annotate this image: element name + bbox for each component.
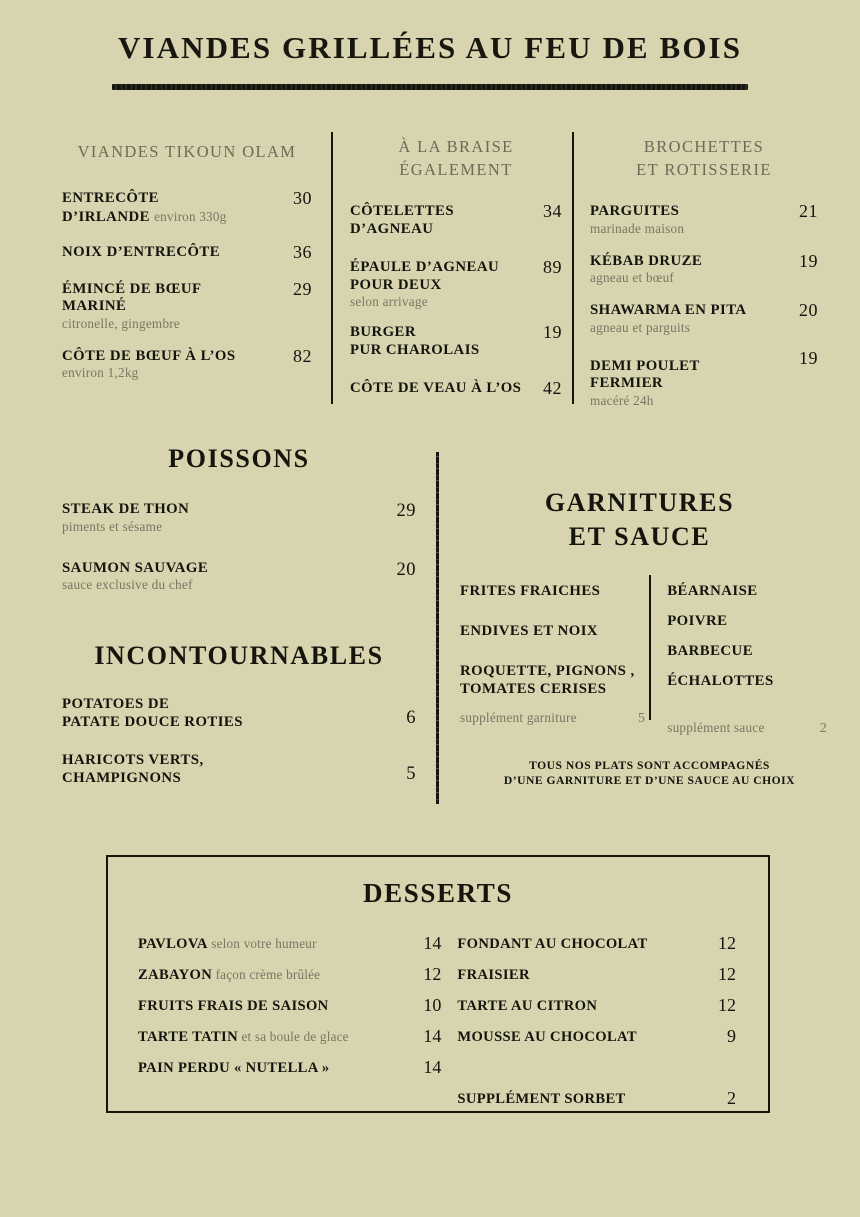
item-name: STEAK DE THON: [62, 501, 190, 517]
section-heading: [350, 135, 562, 181]
dessert-row: [138, 1028, 441, 1049]
item-name-line2: POUR DEUX: [350, 276, 442, 293]
section-brochettes-et-rotisserie: [590, 135, 818, 422]
menu-item: [62, 501, 416, 535]
dessert-price: 14: [423, 1057, 442, 1077]
item-price: 30: [293, 188, 312, 208]
item-name: CÔTELETTES D’AGNEAU: [350, 203, 455, 237]
garniture-item-line2: TOMATES CERISES: [460, 681, 607, 697]
dessert-supplement-name: SUPPLÉMENT SORBET: [457, 1091, 626, 1107]
dessert-name: TARTE TATIN: [138, 1029, 238, 1045]
desserts-columns: [108, 935, 768, 1121]
section-incontournables: [62, 640, 416, 808]
section-heading: [590, 135, 818, 181]
sauce-list: [645, 582, 827, 736]
section-title-line1: GARNITURES: [544, 488, 735, 517]
item-price: 29: [293, 278, 312, 299]
supplement-garniture-row: [460, 710, 645, 726]
dessert-price: 12: [718, 964, 736, 984]
menu-item: [350, 259, 562, 310]
menu-item: [62, 752, 416, 787]
item-inline-description: environ 330g: [154, 208, 227, 224]
dessert-row: [138, 1059, 441, 1080]
garniture-item-line1: FRITES FRAICHES: [460, 583, 601, 599]
column-divider-1: [331, 132, 333, 404]
spacer: [457, 1059, 740, 1090]
accompaniment-note-line1: TOUS NOS PLATS SONT ACCOMPAGNÉS: [529, 759, 770, 772]
dessert-name: FONDANT AU CHOCOLAT: [457, 936, 648, 952]
item-price: 89: [543, 257, 562, 277]
menu-item: [62, 560, 416, 594]
item-name: [62, 190, 312, 226]
menu-item: [590, 203, 818, 237]
garniture-sauce-divider: [649, 575, 651, 720]
menu-item: [590, 250, 818, 287]
dessert-description: façon crème brûlée: [212, 967, 321, 982]
item-description: selon arrivage: [350, 294, 428, 309]
section-heading-line: À LA BRAISE: [398, 137, 514, 156]
central-divider-rule: [436, 452, 439, 804]
dessert-row: [138, 935, 441, 956]
item-name: CÔTE DE BŒUF À L’OS: [62, 347, 236, 364]
item-price: 19: [799, 250, 818, 271]
garniture-item: [460, 622, 645, 640]
dessert-name: MOUSSE AU CHOCOLAT: [457, 1029, 637, 1045]
menu-item: [62, 244, 312, 262]
accompaniment-note: [452, 758, 827, 788]
item-description: citronelle, gingembre: [62, 315, 181, 331]
item-price: 82: [293, 345, 312, 366]
item-price: 29: [396, 501, 416, 521]
item-description: marinade maison: [590, 220, 685, 236]
garnitures-columns: [452, 582, 827, 736]
item-name-line2: D’IRLANDE: [62, 208, 150, 225]
dessert-row: [457, 997, 740, 1018]
item-description: agneau et bœuf: [590, 270, 675, 285]
item-name: PARGUITES: [590, 203, 680, 219]
section-garnitures-et-sauce: [452, 486, 827, 788]
menu-item: [62, 190, 312, 226]
item-name: ÉMINCÉ DE BŒUF MARINÉ: [62, 280, 201, 314]
garniture-item-line1: ENDIVES ET NOIX: [460, 623, 599, 639]
supplement-sauce-label: supplément sauce: [667, 720, 765, 735]
item-name: NOIX D’ENTRECÔTE: [62, 244, 221, 260]
item-name: [62, 752, 416, 787]
page-title: VIANDES GRILLÉES AU FEU DE BOIS: [117, 30, 743, 65]
menu-item: [590, 347, 818, 409]
item-name-line1: ÉPAULE D’AGNEAU: [350, 259, 500, 275]
dessert-row: [138, 966, 441, 987]
sauce-item: POIVRE: [667, 613, 728, 629]
menu-item: [350, 203, 562, 238]
garniture-item: [460, 662, 645, 698]
dessert-name: FRUITS FRAIS DE SAISON: [138, 998, 329, 1014]
section-a-la-braise: [350, 135, 562, 411]
dessert-name: PAVLOVA: [138, 936, 208, 952]
item-price: 42: [543, 378, 562, 398]
dessert-price: 14: [423, 933, 442, 953]
item-description: agneau et parguits: [590, 319, 691, 335]
supplement-sauce-price: 2: [819, 720, 827, 735]
dessert-price: 10: [423, 995, 442, 1015]
menu-item: [62, 278, 312, 332]
dessert-price: 12: [423, 964, 442, 984]
section-heading-line: VIANDES TIKOUN OLAM: [77, 142, 297, 161]
sauce-item: ÉCHALOTTES: [667, 673, 774, 689]
menu-item: [62, 696, 416, 731]
item-name: SAUMON SAUVAGE: [62, 559, 209, 576]
dessert-description: selon votre humeur: [207, 936, 317, 951]
item-price: 36: [293, 242, 312, 262]
item-price: 6: [406, 708, 416, 728]
item-price: 19: [543, 322, 562, 342]
title-divider-rule: [112, 84, 748, 90]
section-title-incontournables: INCONTOURNABLES: [94, 641, 384, 670]
section-desserts: [106, 855, 770, 1113]
desserts-right-column: [441, 935, 740, 1121]
supplement-garniture-price: 5: [638, 710, 646, 725]
item-price: 19: [799, 347, 818, 368]
sauce-item: BÉARNAISE: [667, 583, 758, 599]
item-name: [350, 324, 562, 359]
dessert-description: et sa boule de glace: [237, 1029, 349, 1044]
column-divider-2: [572, 132, 574, 404]
garniture-list: [452, 582, 645, 736]
menu-item: [590, 302, 818, 336]
item-name-line1: ENTRECÔTE: [62, 190, 159, 206]
section-title-poissons: POISSONS: [168, 444, 310, 473]
item-description: environ 1,2kg: [62, 365, 139, 380]
section-title-line2: ET SAUCE: [568, 522, 711, 551]
dessert-row: [457, 935, 740, 956]
section-heading-line: BROCHETTES: [643, 137, 765, 156]
garniture-item-line1: ROQUETTE, PIGNONS ,: [460, 663, 635, 679]
section-heading: [62, 140, 312, 163]
dessert-row: [457, 966, 740, 987]
menu-item: [350, 380, 562, 398]
item-name: DEMI POULET FERMIER: [590, 357, 700, 391]
section-title-garnitures: [452, 486, 827, 554]
supplement-garniture-label: supplément garniture: [460, 710, 577, 725]
dessert-row: [457, 1028, 740, 1049]
section-poissons: [62, 443, 416, 615]
section-title-desserts: DESSERTS: [363, 878, 513, 908]
dessert-name: PAIN PERDU « NUTELLA »: [138, 1060, 330, 1076]
item-name-line1: POTATOES DE: [62, 696, 170, 712]
supplement-sauce-row: [667, 720, 827, 736]
item-name-line2: CHAMPIGNONS: [62, 769, 182, 786]
garniture-item: [460, 582, 645, 600]
item-name-line1: BURGER: [350, 324, 417, 340]
dessert-supplement-price: 2: [727, 1088, 736, 1108]
dessert-name: ZABAYON: [138, 967, 213, 983]
item-description: macéré 24h: [590, 392, 654, 408]
item-price: 34: [543, 201, 562, 221]
item-description: sauce exclusive du chef: [62, 577, 193, 592]
dessert-name: TARTE AU CITRON: [457, 998, 598, 1014]
section-heading-line: ET ROTISSERIE: [636, 160, 772, 179]
item-name: [62, 696, 416, 731]
menu-item: [62, 345, 312, 382]
sauce-item: BARBECUE: [667, 643, 754, 659]
dessert-row: [138, 997, 441, 1018]
desserts-left-column: [138, 935, 441, 1121]
accompaniment-note-line2: D’UNE GARNITURE ET D’UNE SAUCE AU CHOIX: [503, 774, 796, 787]
dessert-supplement-row: [457, 1090, 740, 1111]
section-heading-line: ÉGALEMENT: [399, 160, 513, 179]
item-price: 20: [799, 300, 818, 320]
item-name: KÉBAB DRUZE: [590, 252, 703, 269]
item-name-line2: PATATE DOUCE ROTIES: [62, 713, 243, 730]
section-viandes-tikoun-olam: [62, 140, 312, 394]
dessert-name: FRAISIER: [457, 967, 530, 983]
menu-item: [350, 324, 562, 359]
item-name: CÔTE DE VEAU À L’OS: [350, 380, 522, 396]
dessert-price: 14: [423, 1026, 442, 1046]
item-name: SHAWARMA EN PITA: [590, 302, 747, 318]
item-name-line1: HARICOTS VERTS,: [62, 752, 204, 768]
item-name-line2: PUR CHAROLAIS: [350, 341, 480, 358]
dessert-price: 9: [727, 1026, 736, 1046]
dessert-price: 12: [718, 995, 736, 1015]
item-price: 21: [799, 201, 818, 221]
item-description: piments et sésame: [62, 518, 163, 534]
item-price: 20: [396, 559, 416, 580]
dessert-price: 12: [718, 933, 736, 953]
item-name: [350, 259, 562, 294]
item-price: 5: [406, 764, 416, 784]
